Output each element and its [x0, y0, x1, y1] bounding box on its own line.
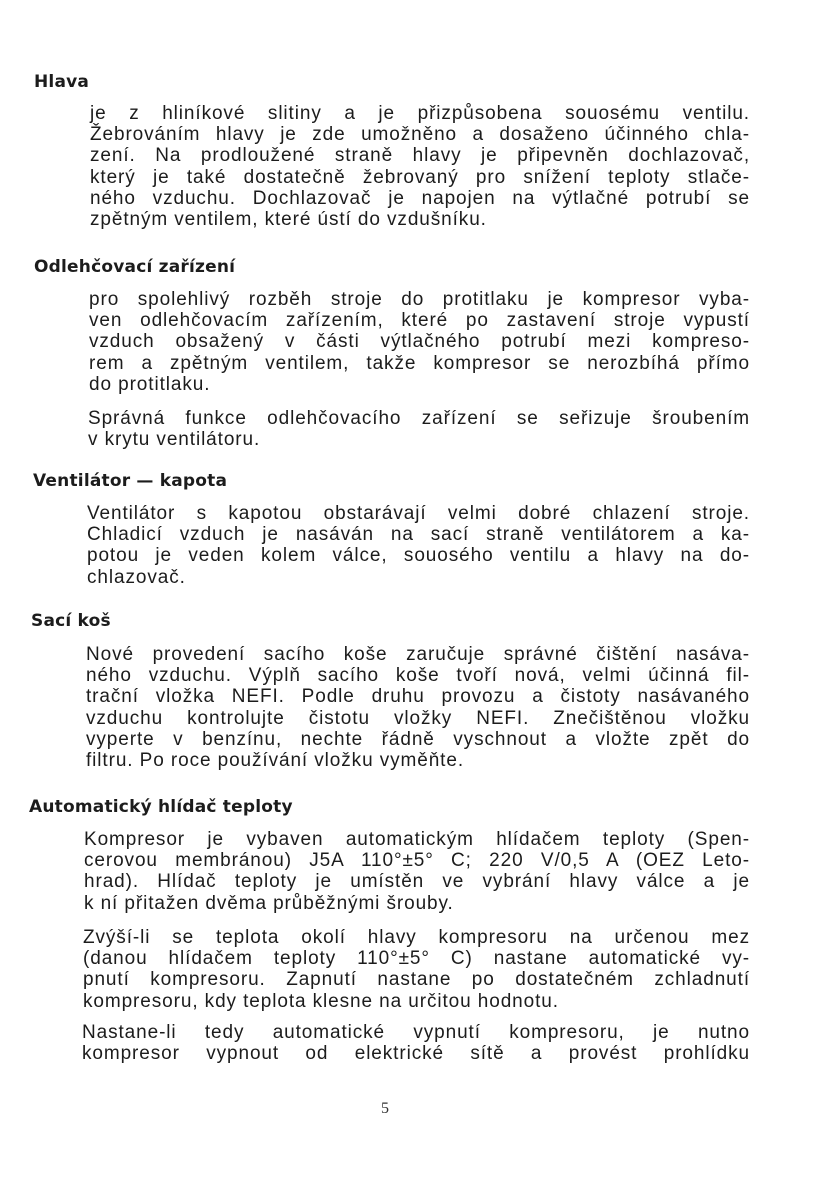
section-heading-hlava: Hlava [34, 72, 90, 92]
text-line: vzduch obsažený v části výtlačného potrubí mezi kompreso- [89, 331, 750, 353]
text-line: Chladicí vzduch je nasáván na sací straně ventilátorem a ka- [87, 524, 750, 546]
text-line: pnutí kompresoru. Zapnutí nastane po dostatečném zchladnutí [83, 969, 750, 991]
paragraph-hlidac-3 [82, 1022, 750, 1064]
text-line: kompresoru, kdy teplota klesne na určitou hodnotu. [83, 990, 559, 1012]
text-line: Kompresor je vybaven automatickým hlídačem teploty (Spen- [84, 829, 750, 850]
text-line: Žebrováním hlavy je zde umožněno a dosaženo účinného chla- [90, 124, 750, 146]
text-line: hrad). Hlídač teploty je umístěn ve vybrání hlavy válce a je [84, 871, 750, 893]
text-line: Správná funkce odlehčovacího zařízení se seřizuje šroubením [88, 408, 750, 429]
paragraph-hlidac-1 [84, 829, 750, 914]
paragraph-saci-kos [86, 644, 750, 771]
paragraph-odlehcovaci-2 [88, 408, 750, 450]
text-line: v krytu ventilátoru. [88, 429, 261, 451]
text-line: (danou hlídačem teploty 110°±5° C) nastane automatické vy- [83, 948, 750, 970]
section-heading-automaticky-hlidac-teploty: Automatický hlídač teploty [29, 797, 293, 817]
section-heading-saci-kos: Sací koš [31, 611, 111, 631]
text-line: chlazovač. [87, 566, 186, 588]
paragraph-ventilator [87, 503, 750, 588]
text-line: Nastane-li tedy automatické vypnutí kompresoru, je nutno [82, 1022, 750, 1043]
paragraph-hlidac-2 [83, 927, 750, 1012]
text-line: zení. Na prodloužené straně hlavy je připevněn dochlazovač, [90, 145, 750, 167]
text-line: k ní přitažen dvěma průběžnými šrouby. [84, 892, 454, 914]
text-line: filtru. Po roce používání vložku vyměňte. [86, 750, 464, 772]
text-line: do protitlaku. [89, 373, 211, 395]
text-line: vzduchu kontrolujte čistotu vložky NEFI. Znečištěnou vložku [86, 707, 750, 729]
text-line: potou je veden kolem válce, souosého ventilu a hlavy na do- [87, 545, 750, 567]
text-line: ven odlehčovacím zařízením, které po zastavení stroje vypustí [89, 310, 750, 332]
text-line: trační vložka NEFI. Podle druhu provozu a čistoty nasávaného [86, 686, 750, 708]
section-heading-odlehcovaci-zarizeni: Odlehčovací zařízení [34, 257, 236, 277]
text-line: je z hliníkové slitiny a je přizpůsobena souosému ventilu. [90, 103, 750, 124]
text-line: ného vzduchu. Dochlazovač je napojen na výtlačné potrubí se [90, 187, 750, 209]
page-number: 5 [381, 1100, 389, 1117]
text-line: Nové provedení sacího koše zaručuje správné čištění nasáva- [86, 644, 750, 665]
section-heading-ventilator-kapota: Ventilátor — kapota [33, 471, 228, 491]
text-line: který je také dostatečně žebrovaný pro snížení teploty stlače- [90, 166, 750, 188]
text-line: Zvýší-li se teplota okolí hlavy kompresoru na určenou mez [83, 927, 750, 948]
text-line: Ventilátor s kapotou obstarávají velmi dobré chlazení stroje. [87, 503, 750, 524]
text-line: pro spolehlivý rozběh stroje do protitlaku je kompresor vyba- [89, 289, 750, 310]
paragraph-hlava [90, 103, 750, 230]
text-line: ného vzduchu. Výplň sacího koše tvoří nová, velmi účinná fil- [86, 665, 750, 687]
text-line: zpětným ventilem, které ústí do vzdušníku. [90, 209, 487, 231]
text-line: cerovou membránou) J5A 110°±5° C; 220 V/0,5 A (OEZ Leto- [84, 850, 750, 872]
text-line: rem a zpětným ventilem, takže kompresor se nerozbíhá přímo [89, 352, 750, 374]
text-line: vyperte v benzínu, nechte řádně vyschnout a vložte zpět do [86, 728, 750, 750]
text-line: kompresor vypnout od elektrické sítě a provést prohlídku [82, 1043, 750, 1065]
paragraph-odlehcovaci-1 [89, 289, 750, 395]
